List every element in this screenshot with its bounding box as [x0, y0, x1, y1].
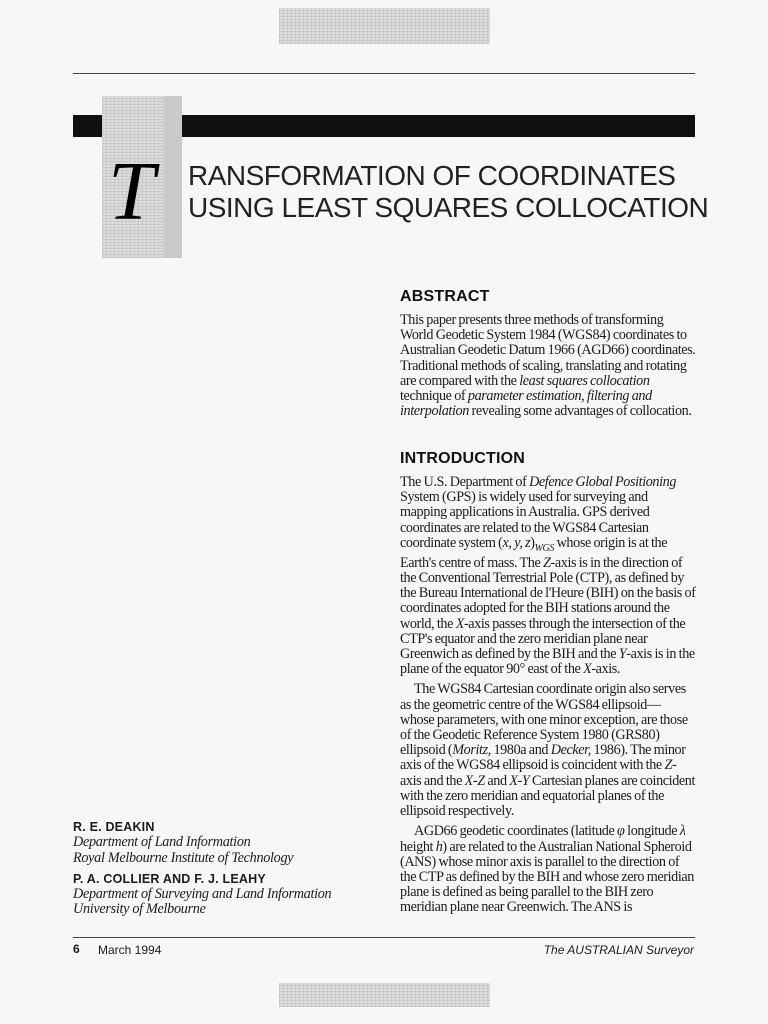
scan-artifact-bottom: [279, 983, 490, 1007]
title-line-2: USING LEAST SQUARES COLLOCATION: [188, 192, 709, 223]
introduction-section: [400, 475, 696, 916]
intro-paragraph-2: The WGS84 Cartesian coordinate origin also serves as the geometric centre of the WGS84 ellipsoid— whose parameters, with one minor exception, are those of the Geodetic Reference System 1980 (GRS80) ellipsoid (Moritz, 1980a and Decker, 1986). The minor axis of the WGS84 ellipsoid is coincident with the Z-axis and the X-Z and X-Y Cartesian planes are coincident with the zero meridian and equatorial planes of the ellipsoid respectively.: [400, 681, 696, 820]
page-title: [188, 160, 708, 224]
author-name: R. E. DEAKIN: [73, 820, 155, 834]
scan-artifact-top: [279, 8, 490, 44]
dropcap-shadow: [164, 96, 182, 258]
footer-journal-name: The AUSTRALIAN Surveyor: [543, 943, 694, 957]
author-name: P. A. COLLIER AND F. J. LEAHY: [73, 871, 266, 886]
author-affiliation: University of Melbourne: [73, 901, 206, 918]
author-block: [73, 819, 373, 918]
author-affiliation: Department of Surveying and Land Information: [73, 885, 332, 902]
footer-rule: [73, 937, 695, 938]
abstract-heading: ABSTRACT: [400, 288, 490, 305]
intro-paragraph-3: AGD66 geodetic coordinates (latitude φ longitude λ height h) are related to the Australian National Spheroid (ANS) whose minor axis is parallel to the direction of the CTP as defined by the BIH and whose zero meridian plane is defined as being parallel to the BIH zero meridian plane near Greenwich. The ANS is: [400, 823, 694, 916]
header-rule: [73, 73, 695, 74]
author-affiliation: Department of Land Information: [73, 834, 251, 850]
title-dropcap: T: [108, 145, 155, 238]
author-affiliation: Royal Melbourne Institute of Technology: [73, 849, 294, 866]
introduction-heading: INTRODUCTION: [400, 450, 526, 467]
footer-date: March 1994: [98, 943, 162, 957]
abstract-section: [400, 313, 696, 419]
page-number: 6: [73, 942, 80, 956]
abstract-paragraph: This paper presents three methods of transforming World Geodetic System 1984 (WGS84) coordinates to Australian Geodetic Datum 1966 (AGD66) coordinates. Traditional methods of scaling, translating and rotating are compared with the least squares collocation technique of parameter estimation, filtering and interpolation revealing some advantages of collocation.: [400, 312, 696, 420]
intro-paragraph-1: The U.S. Department of Defence Global Positioning System (GPS) is widely used for surveying and mapping applications in Australia. GPS derived coordinates are related to the WGS84 Cartesian coordinate system (x, y, $z)_{WGS}$ whose origin is at the Earth's centre of mass. The Z-axis is in the direction of the Conventional Terrestrial Pole (CTP), as defined by the Bureau International de l'Heure (BIH) on the basis of coordinates adopted for the BIH stations around the world, the X-axis passes through the intersection of the CTP's equator and the zero meridian plane near Greenwich as defined by the BIH and the Y-axis is in the plane of the equator 90° east of the X-axis.: [400, 474, 696, 678]
title-line-1: RANSFORMATION OF COORDINATES: [188, 160, 676, 191]
